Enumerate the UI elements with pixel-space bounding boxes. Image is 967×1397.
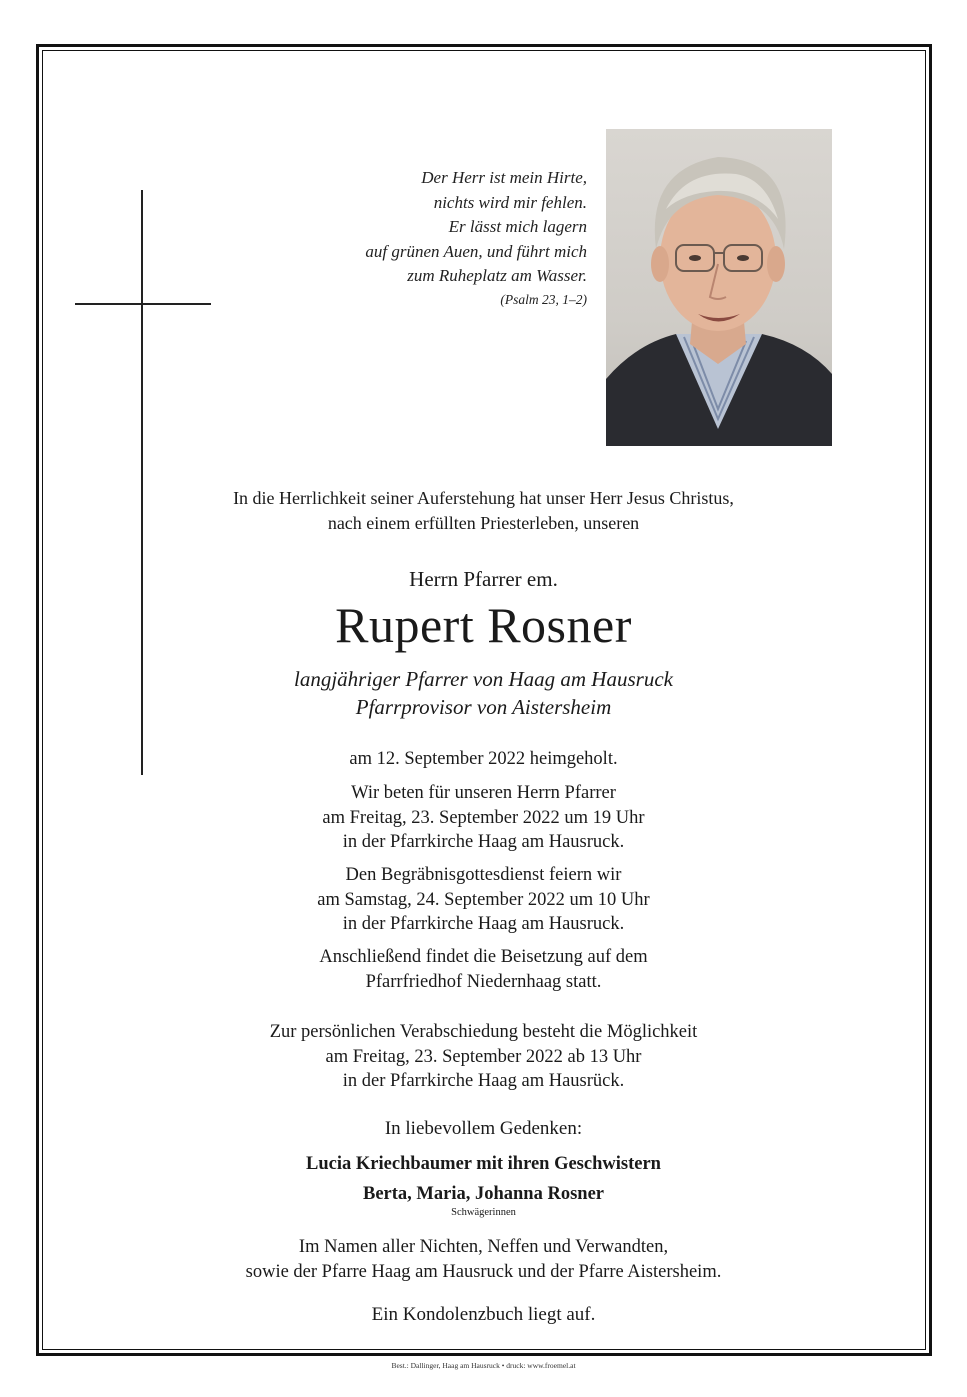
deceased-name: Rupert Rosner <box>335 597 632 653</box>
relatives-info <box>0 1235 967 1284</box>
relatives-line: sowie der Pfarre Haag am Hausruck und der Pfarre Aistersheim. <box>245 1261 722 1282</box>
psalm-line: nichts wird mir fehlen. <box>433 192 587 212</box>
psalm-quote <box>365 166 587 311</box>
condolence-note: Ein Kondolenzbuch liegt auf. <box>371 1304 596 1325</box>
role-line: Pfarrprovisor von Aistersheim <box>355 695 612 719</box>
intro-line: In die Herrlichkeit seiner Auferstehung hat unser Herr Jesus Christus, <box>233 488 734 508</box>
psalm-reference: (Psalm 23, 1–2) <box>500 291 587 307</box>
prayer-line: Wir beten für unseren Herrn Pfarrer <box>351 783 616 803</box>
intro-line: nach einem erfüllten Priesterleben, unseren <box>327 512 640 533</box>
funeral-line: Den Begräbnisgottesdienst feiern wir <box>345 865 622 885</box>
farewell-line: am Freitag, 23. September 2022 ab 13 Uhr <box>325 1046 642 1067</box>
honorific: Herrn Pfarrer em. <box>409 567 558 591</box>
death-notice: am 12. September 2022 heimgeholt. <box>349 749 618 769</box>
psalm-line: Er lässt mich lagern <box>448 217 587 236</box>
burial-line: Pfarrfriedhof Niedernhaag statt. <box>365 971 602 992</box>
farewell-line: Zur persönlichen Verabschiedung besteht die Möglichkeit <box>269 1022 698 1042</box>
psalm-line: auf grünen Auen, und führt mich <box>365 241 587 261</box>
prayer-line: in der Pfarrkirche Haag am Hausruck. <box>342 832 625 852</box>
burial-info <box>0 945 967 994</box>
print-footer: Best.: Dallinger, Haag am Hausruck • druck: www.froemel.at <box>391 1361 576 1370</box>
memory-heading: In liebevollem Gedenken: <box>384 1118 583 1139</box>
burial-line: Anschließend findet die Beisetzung auf dem <box>319 947 648 967</box>
funeral-line: in der Pfarrkirche Haag am Hausruck. <box>342 914 625 934</box>
family-line: Berta, Maria, Johanna Rosner <box>363 1184 604 1204</box>
intro-text <box>0 486 967 535</box>
psalm-line: zum Ruheplatz am Wasser. <box>407 266 587 285</box>
psalm-line: Der Herr ist mein Hirte, <box>421 168 587 187</box>
farewell-info <box>0 1020 967 1094</box>
family-relation: Schwägerinnen <box>451 1207 516 1218</box>
roles <box>0 665 967 721</box>
prayer-line: am Freitag, 23. September 2022 um 19 Uhr <box>322 807 645 828</box>
farewell-line: in der Pfarrkirche Haag am Hausrück. <box>342 1071 625 1091</box>
funeral-line: am Samstag, 24. September 2022 um 10 Uhr <box>317 889 650 910</box>
role-line: langjähriger Pfarrer von Haag am Hausruck <box>294 667 673 691</box>
cross-horizontal-bar <box>75 303 211 305</box>
portrait-photo <box>606 129 832 446</box>
funeral-info <box>0 863 967 937</box>
family-line: Lucia Kriechbaumer mit ihren Geschwistern <box>306 1154 661 1174</box>
prayer-info <box>0 781 967 855</box>
relatives-line: Im Namen aller Nichten, Neffen und Verwandten, <box>298 1237 669 1257</box>
